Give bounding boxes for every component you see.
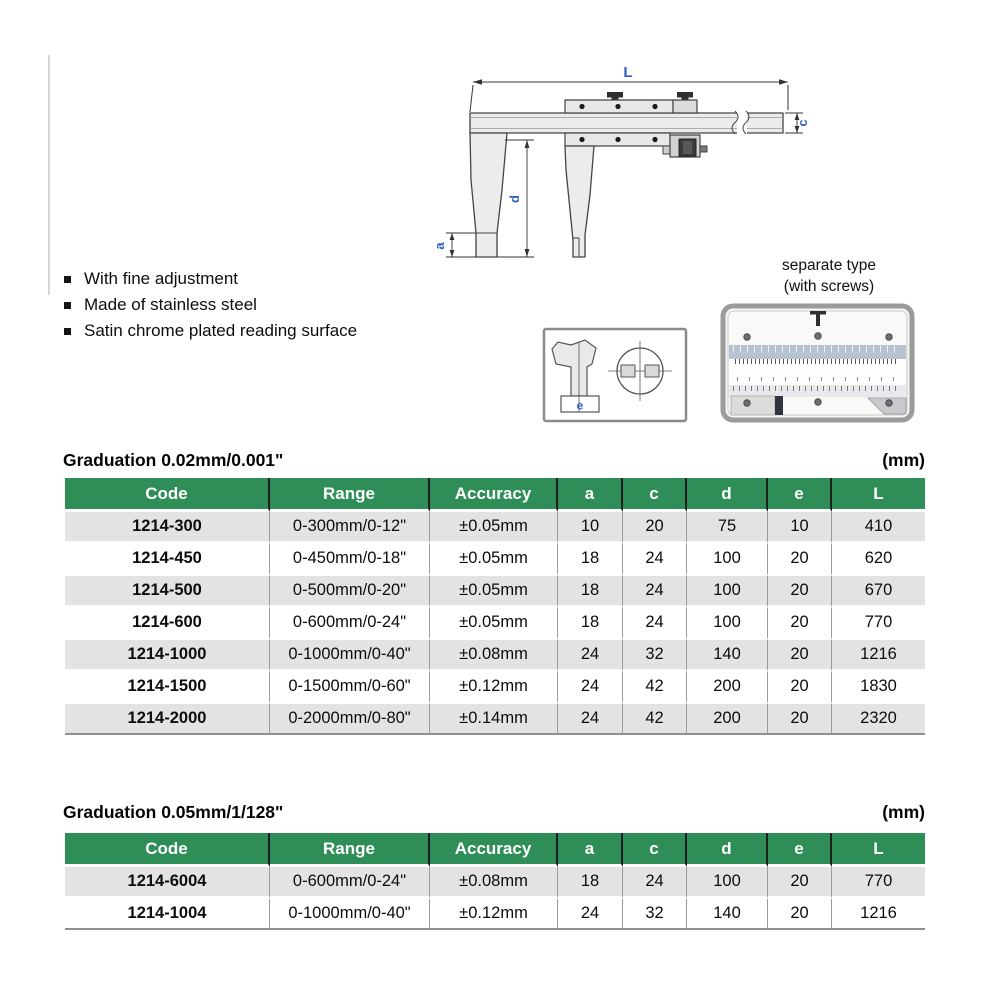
data-cell: 24 (623, 576, 687, 608)
spec-table-graduation-002 (65, 478, 925, 735)
table2-unit: (mm) (882, 802, 925, 822)
data-cell: 18 (558, 576, 623, 608)
square-bullet-icon (64, 302, 71, 309)
data-cell: ±0.12mm (430, 899, 558, 930)
table1-title: Graduation 0.02mm/0.001" (63, 450, 284, 470)
data-cell: 670 (832, 576, 925, 608)
data-cell: 100 (687, 867, 768, 899)
table-row (65, 512, 925, 544)
data-cell: 24 (558, 899, 623, 930)
dim-label-d: d (507, 195, 522, 203)
square-bullet-icon (64, 328, 71, 335)
column-header-l: L (832, 833, 925, 867)
data-cell: 0-450mm/0-18" (270, 544, 430, 576)
table2-title: Graduation 0.05mm/1/128" (63, 802, 284, 822)
data-cell: 42 (623, 704, 687, 735)
data-cell: 100 (687, 608, 768, 640)
data-cell: 20 (768, 640, 832, 672)
column-header-c: c (623, 478, 687, 512)
data-cell: 20 (768, 672, 832, 704)
data-cell: 0-1000mm/0-40" (270, 640, 430, 672)
caliper-drawing-group (432, 64, 810, 257)
data-cell: ±0.08mm (430, 867, 558, 899)
column-header-l: L (832, 478, 925, 512)
data-cell: 770 (832, 867, 925, 899)
table-row (65, 704, 925, 735)
code-cell: 1214-1000 (65, 640, 270, 672)
table1-caption (63, 450, 925, 471)
data-cell: 620 (832, 544, 925, 576)
beam (470, 111, 783, 135)
code-cell: 1214-1004 (65, 899, 270, 930)
feature-text: With fine adjustment (84, 269, 239, 288)
column-header-accuracy: Accuracy (430, 833, 558, 867)
data-cell: 0-1000mm/0-40" (270, 899, 430, 930)
data-cell: 140 (687, 899, 768, 930)
data-cell: 24 (623, 608, 687, 640)
header-row (65, 478, 925, 512)
header-row (65, 833, 925, 867)
data-cell: 20 (768, 867, 832, 899)
fixed-jaw (470, 133, 507, 257)
table-row (65, 544, 925, 576)
movable-jaw (565, 146, 594, 257)
column-header-d: d (687, 478, 768, 512)
data-cell: 10 (558, 512, 623, 544)
table-row (65, 576, 925, 608)
table-row (65, 608, 925, 640)
table-row (65, 672, 925, 704)
dim-label-L: L (623, 64, 633, 81)
data-cell: 18 (558, 544, 623, 576)
table2-caption (63, 802, 925, 823)
data-cell: ±0.14mm (430, 704, 558, 735)
separate-type-photo (723, 306, 912, 420)
data-cell: ±0.05mm (430, 512, 558, 544)
table-row (65, 899, 925, 930)
data-cell: 200 (687, 672, 768, 704)
data-cell: 140 (687, 640, 768, 672)
data-cell: 10 (768, 512, 832, 544)
data-cell: 42 (623, 672, 687, 704)
data-cell: 0-300mm/0-12" (270, 512, 430, 544)
column-header-a: a (558, 833, 623, 867)
dim-label-a: a (432, 242, 447, 250)
column-header-range: Range (270, 833, 430, 867)
data-cell: 2320 (832, 704, 925, 735)
data-cell: ±0.05mm (430, 608, 558, 640)
column-header-code: Code (65, 478, 270, 512)
column-header-accuracy: Accuracy (430, 478, 558, 512)
data-cell: 32 (623, 899, 687, 930)
data-cell: 20 (768, 704, 832, 735)
data-cell: 0-600mm/0-24" (270, 608, 430, 640)
separate-type-line2: (with screws) (783, 278, 875, 295)
code-cell: 1214-600 (65, 608, 270, 640)
code-cell: 1214-300 (65, 512, 270, 544)
column-header-range: Range (270, 478, 430, 512)
data-cell: 20 (768, 544, 832, 576)
data-cell: ±0.08mm (430, 640, 558, 672)
data-cell: ±0.05mm (430, 544, 558, 576)
jaw-cross-section-diagram (544, 329, 686, 421)
data-cell: 770 (832, 608, 925, 640)
column-header-e: e (768, 478, 832, 512)
data-cell: 1216 (832, 899, 925, 930)
data-cell: 20 (768, 899, 832, 930)
data-cell: 1216 (832, 640, 925, 672)
data-cell: 24 (623, 867, 687, 899)
data-cell: 24 (558, 704, 623, 735)
square-bullet-icon (64, 276, 71, 283)
code-cell: 1214-6004 (65, 867, 270, 899)
data-cell: 0-600mm/0-24" (270, 867, 430, 899)
table-row (65, 867, 925, 899)
data-cell: 100 (687, 544, 768, 576)
column-header-d: d (687, 833, 768, 867)
separate-type-line1: separate type (782, 257, 876, 274)
feature-text: Satin chrome plated reading surface (84, 321, 358, 340)
column-header-code: Code (65, 833, 270, 867)
column-header-e: e (768, 833, 832, 867)
data-cell: 18 (558, 867, 623, 899)
data-cell: ±0.12mm (430, 672, 558, 704)
data-cell: 32 (623, 640, 687, 672)
feature-item (64, 318, 357, 344)
feature-item (64, 266, 357, 292)
feature-list (64, 266, 357, 344)
dimension-a (446, 233, 476, 257)
spec-table-graduation-005 (65, 833, 925, 930)
data-cell: 75 (687, 512, 768, 544)
data-cell: 24 (558, 640, 623, 672)
column-header-a: a (558, 478, 623, 512)
data-cell: 20 (623, 512, 687, 544)
data-cell: 0-2000mm/0-80" (270, 704, 430, 735)
data-cell: ±0.05mm (430, 576, 558, 608)
data-cell: 20 (768, 576, 832, 608)
data-cell: 410 (832, 512, 925, 544)
data-cell: 200 (687, 704, 768, 735)
data-cell: 18 (558, 608, 623, 640)
code-cell: 1214-500 (65, 576, 270, 608)
code-cell: 1214-2000 (65, 704, 270, 735)
data-cell: 24 (623, 544, 687, 576)
data-cell: 20 (768, 608, 832, 640)
table1-unit: (mm) (882, 450, 925, 470)
table-row (65, 640, 925, 672)
data-cell: 24 (558, 672, 623, 704)
code-cell: 1214-450 (65, 544, 270, 576)
data-cell: 100 (687, 576, 768, 608)
code-cell: 1214-1500 (65, 672, 270, 704)
caliper-technical-drawing (0, 0, 1000, 445)
dim-label-c: c (795, 119, 810, 127)
data-cell: 1830 (832, 672, 925, 704)
vernier-upper-slide (565, 92, 697, 113)
data-cell: 0-500mm/0-20" (270, 576, 430, 608)
feature-text: Made of stainless steel (84, 295, 257, 314)
column-header-c: c (623, 833, 687, 867)
separate-type-caption (740, 255, 918, 297)
dim-label-e: e (576, 398, 584, 413)
data-cell: 0-1500mm/0-60" (270, 672, 430, 704)
feature-item (64, 292, 357, 318)
